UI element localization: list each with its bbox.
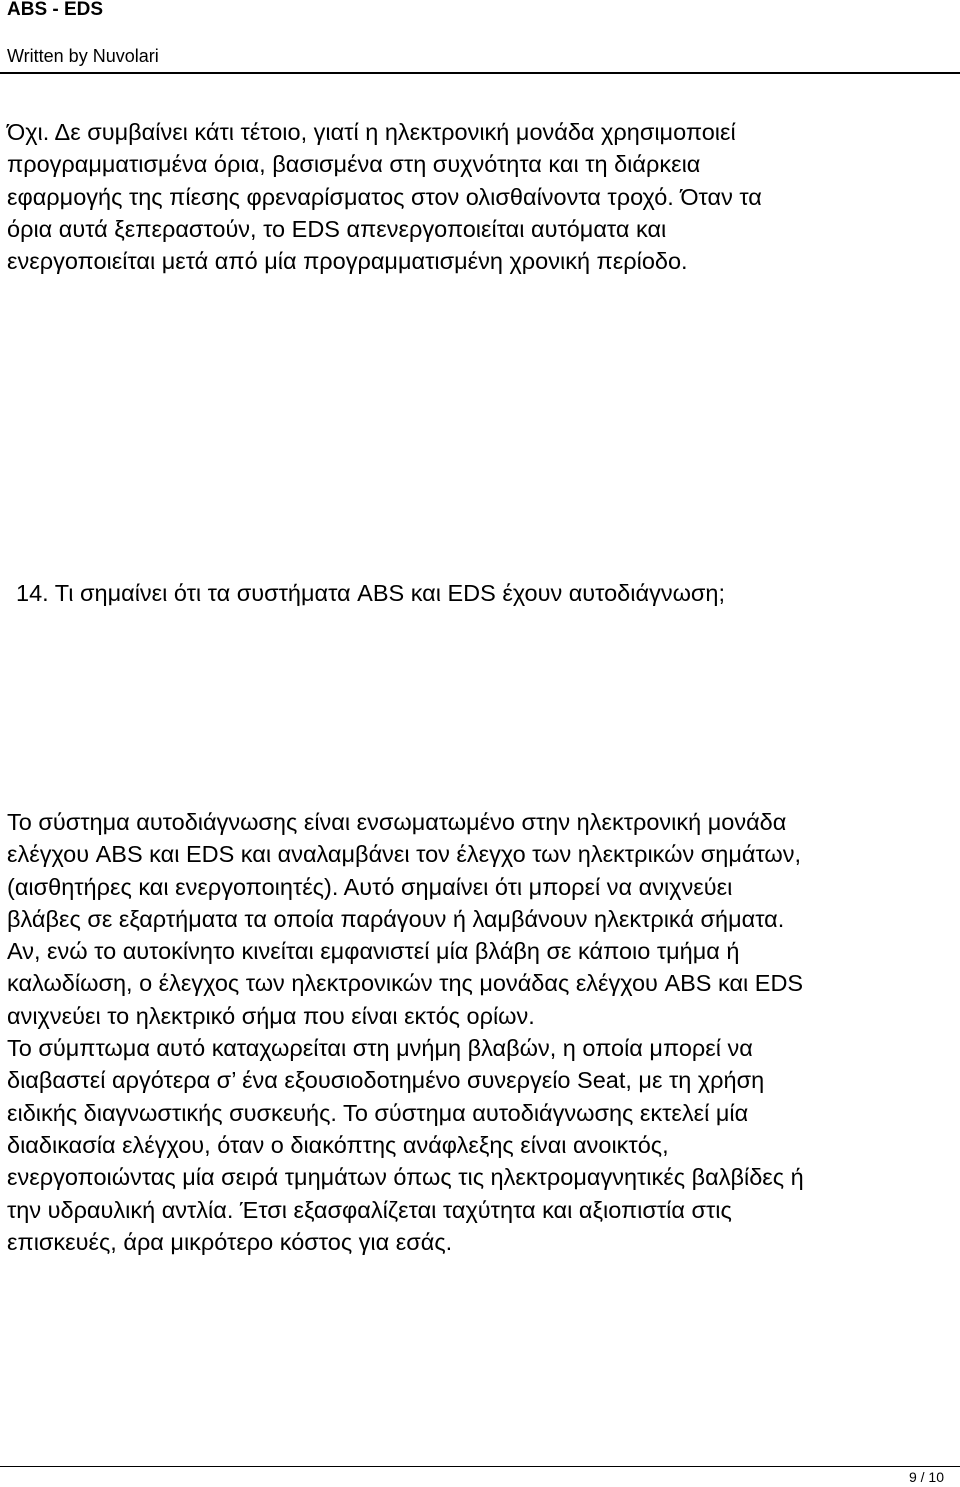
paragraph-line: καλωδίωση, ο έλεγχος των ηλεκτρονικών της μονάδας ελέγχου ABS και EDS: [7, 970, 804, 997]
paragraph-line: επισκευές, άρα μικρότερο κόστος για εσάς.: [7, 1228, 453, 1255]
paragraph-line: Το σύστημα αυτοδιάγνωσης είναι ενσωματωμένο στην ηλεκτρονική μονάδα: [7, 809, 787, 835]
document-title: ABS - EDS: [7, 0, 104, 20]
paragraph-line: διαβαστεί αργότερα σ’ ένα εξουσιοδοτημένο συνεργείο Seat, με τη χρήση: [7, 1067, 765, 1094]
paragraph-line: (αισθητήρες και ενεργοποιητές). Αυτό σημαίνει ότι μπορεί να ανιχνεύει: [7, 873, 733, 900]
paragraph-line: ενεργοποιείται μετά από μία προγραμματισμένη χρονική περίοδο.: [7, 248, 688, 275]
header-divider: [0, 72, 960, 74]
paragraph-line: βλάβες σε εξαρτήματα τα οποία παράγουν ή λαμβάνουν ηλεκτρικά σήματα.: [7, 905, 785, 932]
answer-paragraph-14: [7, 806, 947, 1258]
question-heading-14: 14. Τι σημαίνει ότι τα συστήματα ABS και EDS έχουν αυτοδιάγνωση;: [16, 580, 726, 606]
paragraph-line: προγραμματισμένα όρια, βασισμένα στη συχνότητα και τη διάρκεια: [7, 151, 701, 178]
paragraph-line: Το σύμπτωμα αυτό καταχωρείται στη μνήμη βλαβών, η οποία μπορεί να: [7, 1035, 753, 1062]
paragraph-line: ελέγχου ABS και EDS και αναλαμβάνει τον έλεγχο των ηλεκτρικών σημάτων,: [7, 841, 802, 868]
paragraph-line: Αν, ενώ το αυτοκίνητο κινείται εμφανιστεί μία βλάβη σε κάποιο τμήμα ή: [7, 938, 740, 965]
paragraph-line: ειδικής διαγνωστικής συσκευής. Το σύστημα αυτοδιάγνωσης εκτελεί μία: [7, 1099, 749, 1126]
answer-paragraph-13: [7, 116, 947, 277]
paragraph-line: ενεργοποιώντας μία σειρά τμημάτων όπως τις ηλεκτρομαγνητικές βαλβίδες ή: [7, 1164, 804, 1191]
paragraph-line: Όχι. Δε συμβαίνει κάτι τέτοιο, γιατί η ηλεκτρονική μονάδα χρησιμοποιεί: [7, 119, 736, 145]
paragraph-line: εφαρμογής της πίεσης φρεναρίσματος στον ολισθαίνοντα τροχό. Όταν τα: [7, 183, 762, 210]
paragraph-line: την υδραυλική αντλία. Έτσι εξασφαλίζεται ταχύτητα και αξιοπιστία στις: [7, 1196, 732, 1223]
paragraph-line: διαδικασία ελέγχου, όταν ο διακόπτης ανάφλεξης είναι ανοικτός,: [7, 1131, 669, 1158]
document-author: Written by Nuvolari: [7, 46, 159, 66]
paragraph-line: όρια αυτά ξεπεραστούν, το EDS απενεργοποιείται αυτόματα και: [7, 215, 667, 242]
page-number: 9 / 10: [908, 1469, 944, 1485]
footer-divider: [0, 1466, 960, 1467]
paragraph-line: ανιχνεύει το ηλεκτρικό σήμα που είναι εκτός ορίων.: [7, 1002, 535, 1029]
